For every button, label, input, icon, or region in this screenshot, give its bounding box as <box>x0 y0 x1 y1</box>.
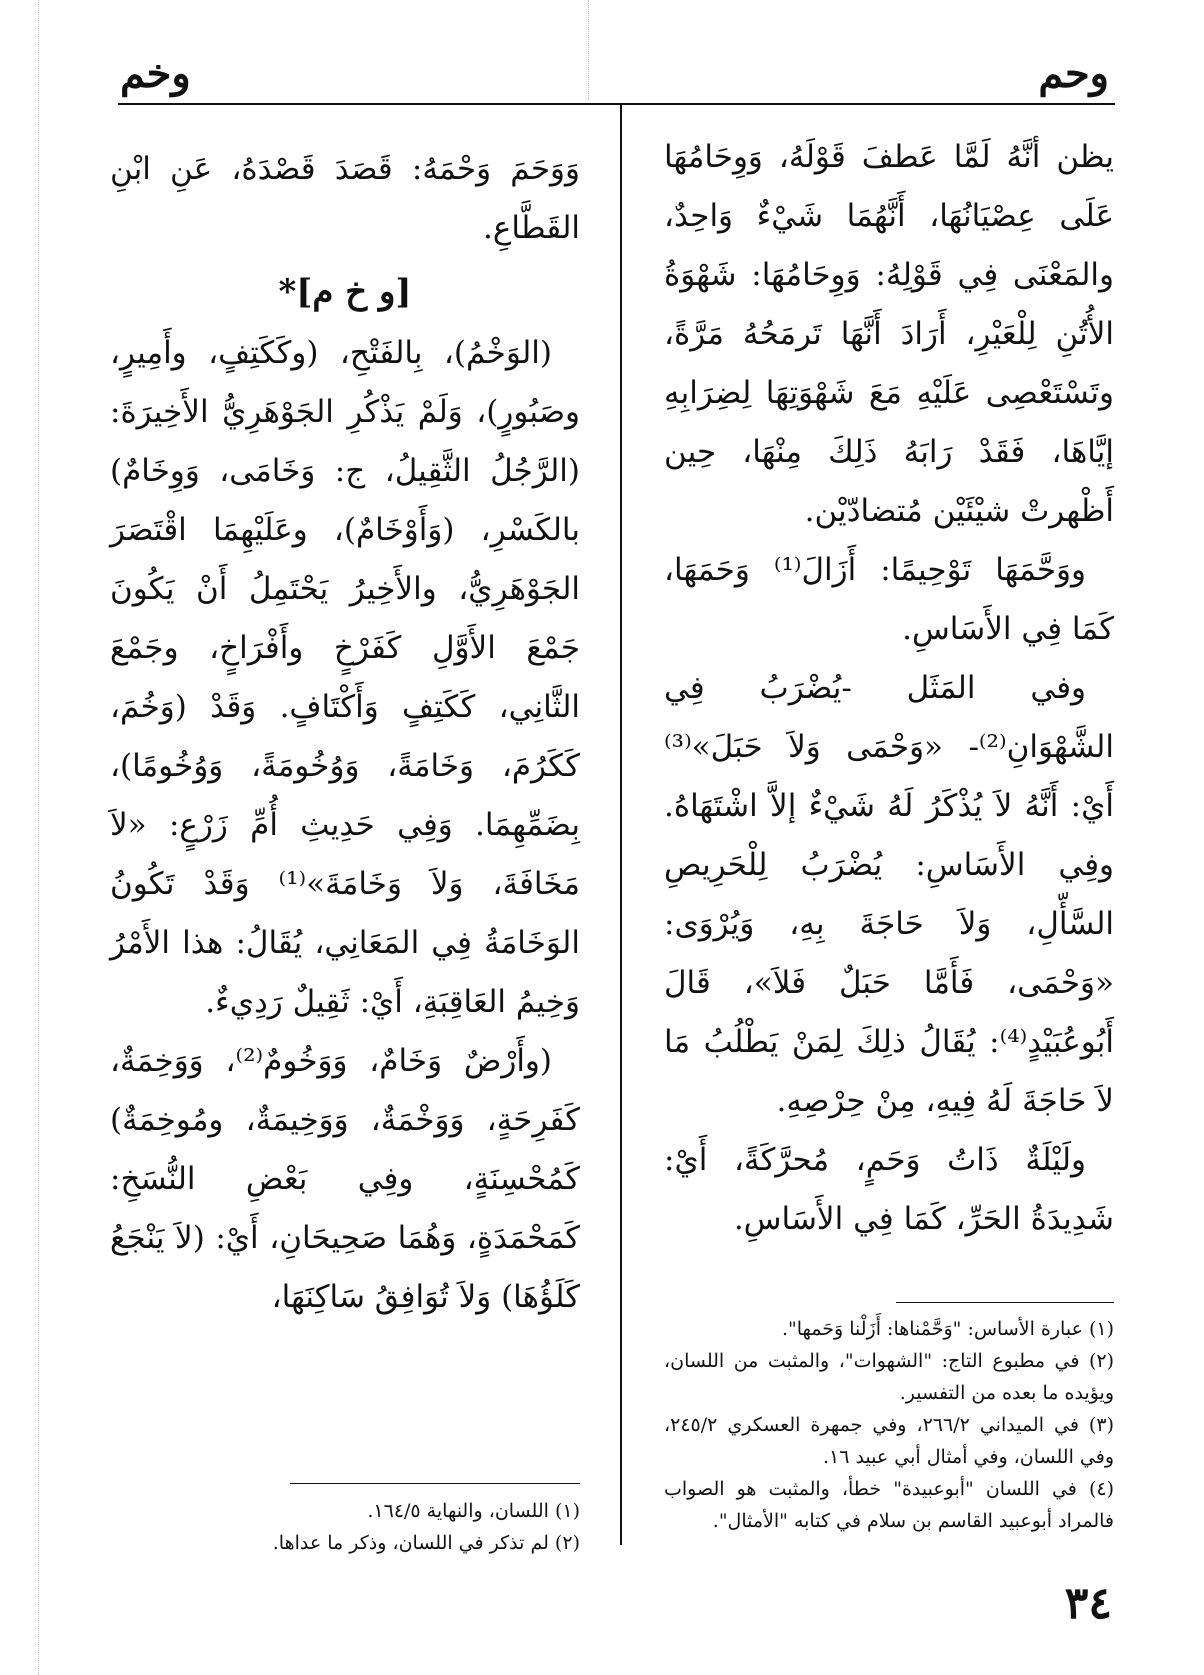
left-footnotes <box>110 1495 580 1559</box>
right-column <box>664 128 1114 1249</box>
header-rule <box>118 103 1115 105</box>
footnote: (١) عبارة الأساس: "وَحَّمْناها: أَزَلْنا وَحَمها". <box>781 1318 1114 1340</box>
body-paragraph: وَوَحَمَ وَحْمَهُ: قَصَدَ قَصْدَهُ، عَنِ ابْنِ القَطَّاعِ. <box>110 151 580 246</box>
right-footnotes <box>664 1313 1114 1537</box>
footnote: (٤) في اللسان "أبوعبيدة" خطأ، والمثبت هو الصواب فالمراد أبوعبيد القاسم بن سلام في كتابه "الأمثال". <box>664 1478 1114 1532</box>
entry-heading: [و خ م]* <box>278 272 412 312</box>
body-paragraph: وفي المَثَل -يُضْرَبُ فِي الشَّهْوَانِ⁽²⁾- «وَحْمَى وَلاَ حَبَلَ»⁽³⁾ أَيْ: أَنَّهُ لاَ يُذْكَرُ لَهُ شَيْءٌ إلاَّ اشْتَهَاهُ. وفِي الأَسَاسِ: يُضْرَبُ لِلْحَرِيصِ السَّأّلِ، وَلاَ حَاجَةَ بِهِ، وَيُرْوَى: «وَحْمَى، فَأَمَّا حَبَلٌ فَلاَ»، قَالَ أَبُوعُبَيْدٍ⁽⁴⁾: يُقَالُ ذلِكَ لِمَنْ يَطْلُبُ مَا لاَ حَاجَةَ لَهُ فِيهِ، مِنْ حِرْصِهِ. <box>664 670 1114 1119</box>
body-paragraph: يظن أنَّهُ لَمَّا عَطفَ قَوْلَهُ، وَوِحَامُهَا عَلَى عِصْيَانُهَا، أَنَّهُمَا شَيْءٌ وَاحِدٌ، والمَعْنَى فِي قَوْلِهُ: وَوِحَامُهَا: شَهْوَةُ الأُتُنِ لِلْعَيْرِ، أَرَادَ أَنَّهَا تَرمَحُهُ مَرَّةً، وتَسْتَعْصِى عَلَيْهِ مَعَ شَهْوَتِهَا لِضِرَابِهِ إيَّاهَا، فَقَدْ رَابَهُ ذَلِكَ مِنْهَا، حِين أَظْهرتْ شيْئَيْن مُتضادّيْن. <box>664 139 1114 529</box>
footnote: (٢) لم تذكر في اللسان، وذكر ما عداها. <box>272 1532 580 1554</box>
page-number: ٣٤ <box>1064 1578 1112 1629</box>
body-paragraph: ولَيْلَةٌ ذَاتُ وَحَمٍ، مُحرَّكَةً، أَيْ: شَدِيدَةُ الحَرِّ، كَمَا فِي الأَسَاسِ. <box>664 1142 1114 1237</box>
scan-margin-dots <box>38 0 40 1675</box>
body-paragraph: (الوَخْمُ)، بِالفَتْحِ، (وكَكَتِفٍ، وأَمِيرٍ، وصَبُورٍ)، وَلَمْ يَذْكُرِ الجَوْهَرِيُّ الأَخِيرَةَ: (الرَّجُلُ الثَّقِيلُ، ج: وَخَامَى، وَوِخَامٌ) بالكَسْرِ، (وَأَوْخَامٌ)، وعَلَيْهِمَا اقْتَصَرَ الجَوْهَرِيُّ، والأَخِيرُ يَحْتَمِلُ أَنْ يَكُونَ جَمْعَ الأَوَّلِ كَفَرْخٍ وأَفْرَاخٍ، وجَمْعَ الثَّانِي، كَكَتِفٍ وَأَكْتَافٍ. وَقَدْ (وَخُمَ، كَكَرُمَ، وَخَامَةً، وَوُخُومَةً، وَوُخُومًا)، بِضَمِّهِمَا. وَفِي حَدِيثِ أُمِّ زَرْعٍ: «لاَ مَخَافَةَ، وَلاَ وَخَامَةَ»⁽¹⁾ وَقَدْ تَكُونُ الوَخَامَةُ فِي المَعَانِي، يُقَالُ: هذا الأَمْرُ وَخِيمُ العَاقِبَةِ، أَيْ: ثَقِيلٌ رَدِيءٌ. <box>110 335 580 1020</box>
footnote-rule <box>290 1483 580 1484</box>
body-paragraph: (وأَرْضٌ وَخَامٌ، وَوَخُومٌ⁽²⁾، وَوَخِمَةٌ، كَفَرِحَةٍ، وَوَخْمَةٌ، وَوَخِيمَةٌ، ومُوخِمَةٌ) كَمُحْسِنَةٍ، وفِي بَعْضِ النُّسَخِ: كَمَحْمَدَةٍ، وَهُمَا صَحِيحَانِ، أَيْ: (لاَ يَنْجَعُ كَلَؤُهَا) وَلاَ تُوَافِقُ سَاكِنَهَا، <box>110 1043 580 1315</box>
footnote-rule <box>896 1302 1114 1303</box>
footnote: (١) اللسان، والنهاية ١٦٤/٥. <box>367 1500 580 1522</box>
footnote: (٣) في الميداني ٢٦٦/٢، وفي جمهرة العسكري ٢٤٥/٢، وفي اللسان، وفي أمثال أبي عبيد ١٦. <box>664 1414 1114 1468</box>
left-column <box>110 140 580 1327</box>
running-header-left: وخم <box>120 50 191 97</box>
scan-margin-dots <box>588 0 590 100</box>
column-divider <box>620 105 622 1545</box>
footnote: (٢) في مطبوع التاج: "الشهوات"، والمثبت من اللسان، ويؤيده ما بعده من التفسير. <box>664 1350 1114 1404</box>
body-paragraph: ووَحَّمَهَا تَوْحِيمًا: أَزَالَ⁽¹⁾ وَحَمَهَا، كَمَا فِي الأَسَاسِ. <box>664 552 1114 647</box>
running-header-right: وحم <box>1038 50 1109 97</box>
